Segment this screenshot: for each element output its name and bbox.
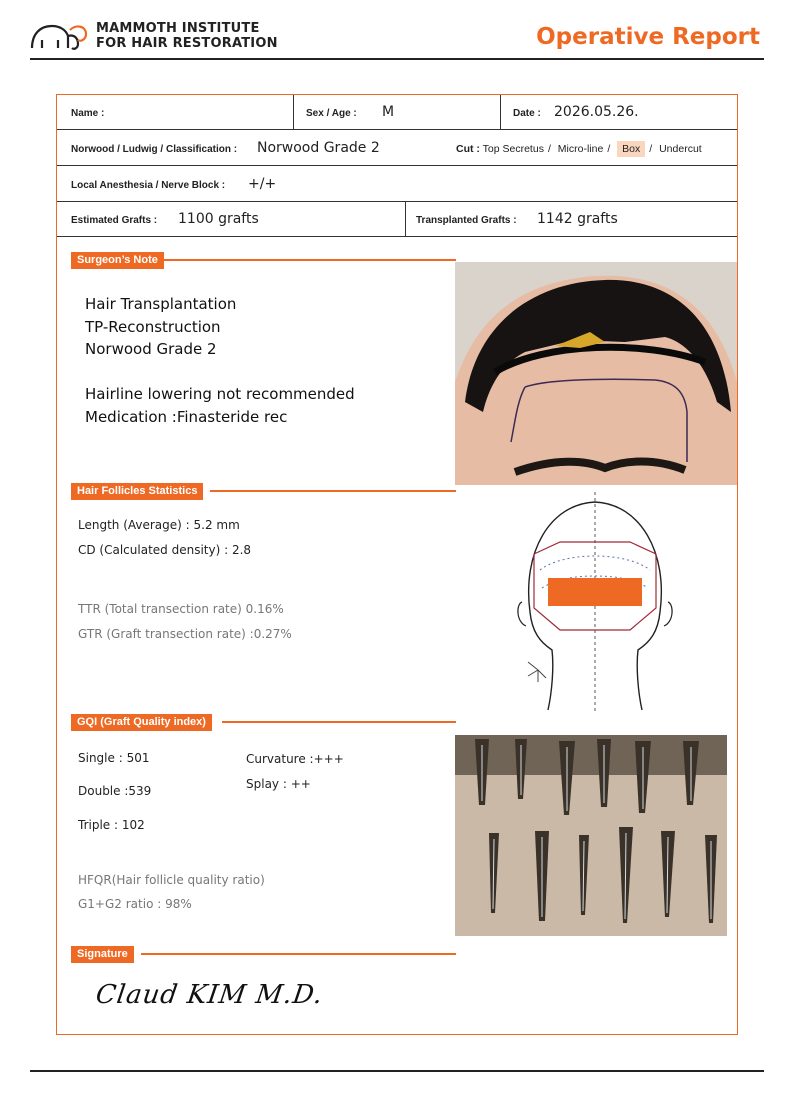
signature-rule — [141, 953, 456, 955]
classification-value: Norwood Grade 2 — [257, 140, 380, 156]
surgeons-note-text — [85, 293, 355, 428]
total-transection-rate: TTR (Total transection rate) 0.16% — [78, 602, 284, 616]
gqi-curvature: Curvature :+++ — [246, 752, 344, 766]
note-line: Hairline lowering not recommended — [85, 385, 355, 403]
note-line: TP-Reconstruction — [85, 317, 221, 336]
head-diagram — [510, 492, 680, 714]
cut-label: Cut : — [456, 143, 480, 155]
top-divider — [30, 58, 764, 60]
gqi-splay: Splay : ++ — [246, 777, 311, 791]
mammoth-logo-icon — [30, 20, 90, 52]
cut-option-box-selected: Box — [617, 141, 645, 157]
surgeon-signature: Claud KIM M.D. — [93, 980, 326, 1010]
cut-option-undercut: Undercut — [659, 143, 702, 155]
gqi-tag: GQI (Graft Quality index) — [71, 714, 212, 731]
row1-sep-2 — [500, 95, 501, 130]
gqi-triple: Triple : 102 — [78, 818, 145, 832]
date-value: 2026.05.26. — [554, 104, 639, 120]
cut-option-top-secretus: Top Secretus — [482, 143, 544, 155]
estimated-grafts-value: 1100 grafts — [178, 211, 259, 227]
note-line: Norwood Grade 2 — [85, 340, 217, 358]
bottom-divider — [30, 1070, 764, 1072]
note-line: Medication :Finasteride rec — [85, 407, 288, 426]
g1-g2-ratio: G1+G2 ratio : 98% — [78, 897, 192, 911]
transplanted-grafts-value: 1142 grafts — [537, 211, 618, 227]
hairline-photo — [455, 262, 737, 485]
org-line-1: MAMMOTH INSTITUTE — [96, 21, 260, 36]
org-name — [96, 21, 278, 51]
surgeons-note-tag: Surgeon’s Note — [71, 252, 164, 269]
classification-label: Norwood / Ludwig / Classification : — [71, 144, 238, 155]
hfqr-label: HFQR(Hair follicle quality ratio) — [78, 873, 265, 887]
cut-options: Cut : Top Secretus / Micro-line / Box / Undercut — [456, 143, 702, 155]
graft-transection-rate: GTR (Graft transection rate) :0.27% — [78, 627, 292, 641]
patient-row-4 — [57, 202, 737, 237]
document-title: Operative Report — [536, 24, 760, 50]
signature-tag: Signature — [71, 946, 134, 963]
follicle-stats-rule — [210, 490, 456, 492]
grafts-photo — [455, 735, 727, 936]
calculated-density: CD (Calculated density) : 2.8 — [78, 543, 252, 557]
row4-sep — [405, 202, 406, 237]
anesthesia-label: Local Anesthesia / Nerve Block : — [71, 180, 226, 191]
name-label: Name : — [71, 108, 105, 119]
anesthesia-value: +/+ — [248, 176, 277, 192]
gqi-single: Single : 501 — [78, 751, 150, 765]
length-average: Length (Average) : 5.2 mm — [78, 518, 240, 532]
row1-sep-1 — [293, 95, 294, 130]
gqi-rule — [222, 721, 456, 723]
cut-option-micro-line: Micro-line — [557, 143, 604, 155]
sex-age-label: Sex / Age : — [306, 108, 357, 119]
org-line-2: FOR HAIR RESTORATION — [96, 36, 278, 51]
note-line — [85, 361, 355, 384]
gqi-double: Double :539 — [78, 784, 152, 798]
sex-age-value: M — [382, 104, 395, 120]
surgeons-note-rule — [160, 259, 456, 261]
follicle-stats-tag: Hair Follicles Statistics — [71, 483, 203, 500]
transplanted-grafts-label: Transplanted Grafts : — [416, 215, 517, 226]
note-line: Hair Transplantation — [85, 295, 237, 313]
date-label: Date : — [513, 108, 541, 119]
estimated-grafts-label: Estimated Grafts : — [71, 215, 158, 226]
